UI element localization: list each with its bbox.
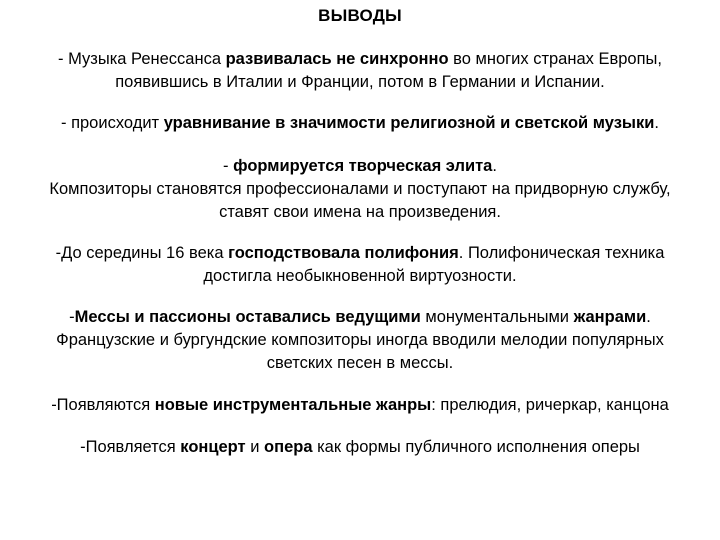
- text-run: .: [646, 308, 651, 326]
- paragraph-line: [10, 112, 710, 135]
- paragraph-line: появившись в Италии и Франции, потом в Германии и Испании.: [115, 73, 605, 91]
- paragraph-line: ставят свои имена на произведения.: [219, 203, 501, 221]
- emphasis-text: новые инструментальные жанры: [154, 396, 432, 414]
- emphasis-text: развивалась не синхронно: [225, 50, 449, 68]
- conclusion-polyphony: [10, 242, 710, 288]
- conclusion-renaissance-spread: [10, 48, 710, 94]
- text-run: во многих странах Европы,: [448, 50, 662, 68]
- text-run: - происходит: [60, 114, 164, 132]
- paragraph-line: Композиторы становятся профессионалами и поступают на придворную службу,: [49, 180, 671, 198]
- paragraph-line: светских песен в мессы.: [266, 354, 454, 372]
- paragraph-line: [10, 436, 710, 459]
- text-run: -До середины 16 века: [55, 244, 229, 262]
- text-run: -: [69, 308, 75, 326]
- text-run: как формы публичного исполнения оперы: [312, 438, 640, 456]
- paragraph-line: достигла необыкновенной виртуозности.: [203, 267, 517, 285]
- emphasis-text: Мессы и пассионы оставались ведущими: [74, 308, 421, 326]
- text-run: -Появляется: [80, 438, 181, 456]
- emphasis-text: господствовала полифония: [228, 244, 459, 262]
- conclusion-sacred-secular: [10, 112, 710, 135]
- slide-title: ВЫВОДЫ: [318, 6, 402, 25]
- paragraph-line: [10, 48, 710, 71]
- paragraph-line: [10, 306, 710, 329]
- conclusion-creative-elite: [10, 155, 710, 224]
- emphasis-text: формируется творческая элита: [233, 157, 493, 175]
- text-run: монументальными: [420, 308, 574, 326]
- paragraph-line: [10, 394, 710, 417]
- conclusion-masses-passions: [10, 306, 710, 375]
- text-run: и: [245, 438, 265, 456]
- text-run: .: [654, 114, 659, 132]
- text-run: . Полифоническая техника: [458, 244, 665, 262]
- emphasis-text: жанрами: [573, 308, 647, 326]
- emphasis-text: уравнивание в значимости религиозной и светской музыки: [163, 114, 655, 132]
- text-run: - Музыка Ренессанса: [58, 50, 226, 68]
- conclusion-instrumental-genres: [10, 394, 710, 417]
- text-run: : прелюдия, ричеркар, канцона: [431, 396, 669, 414]
- paragraph-line: Французские и бургундские композиторы иногда вводили мелодии популярных: [56, 331, 664, 349]
- text-run: -: [223, 157, 234, 175]
- emphasis-text: опера: [264, 438, 313, 456]
- paragraph-line: [10, 155, 710, 178]
- conclusion-concert-opera: [10, 436, 710, 459]
- text-run: -Появляются: [51, 396, 155, 414]
- text-run: .: [492, 157, 497, 175]
- emphasis-text: концерт: [180, 438, 246, 456]
- paragraph-line: [10, 242, 710, 265]
